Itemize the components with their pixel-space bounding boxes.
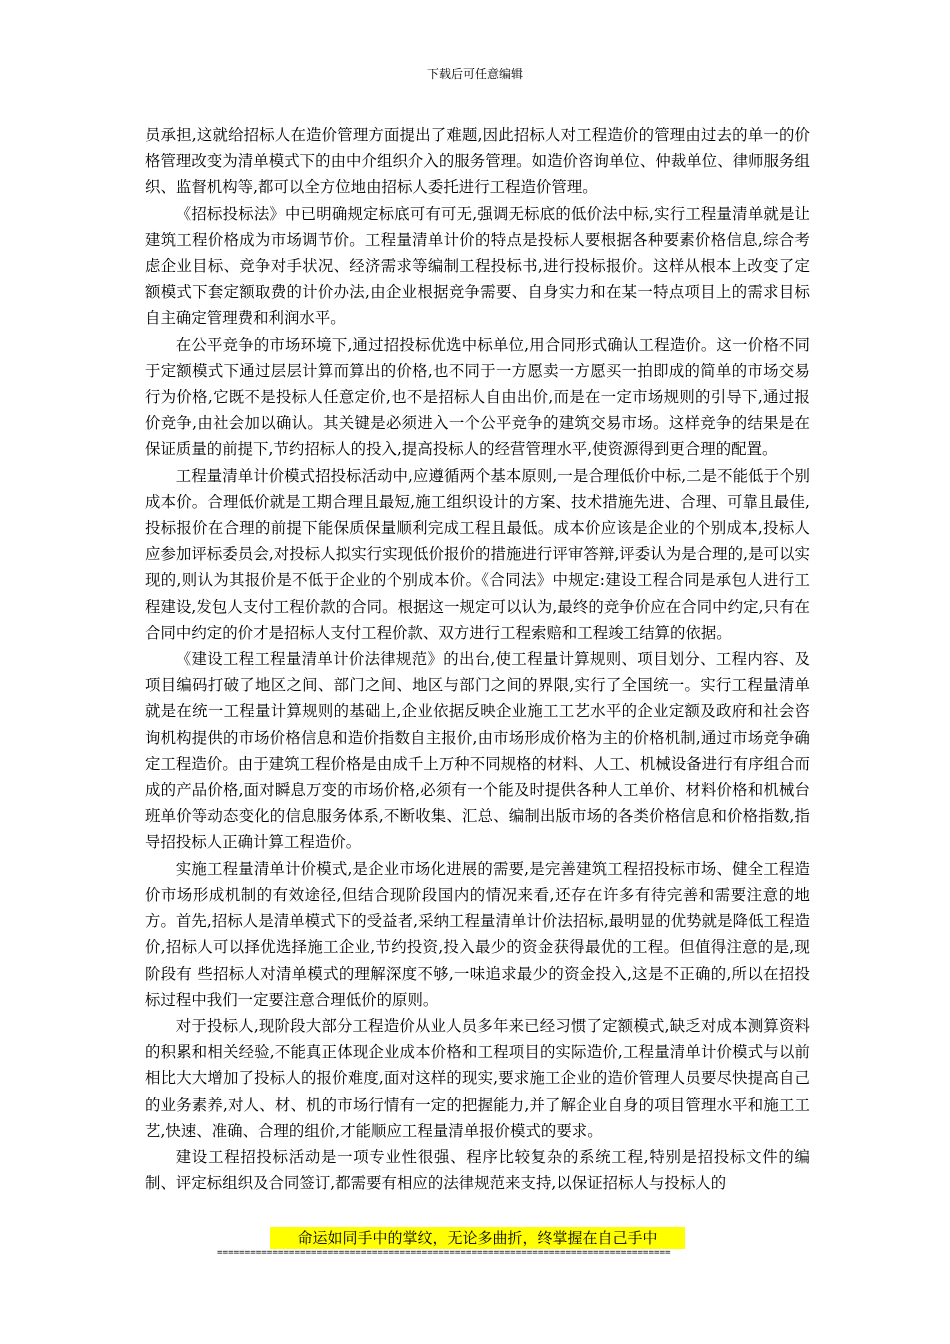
document-body — [145, 122, 810, 1196]
paragraph-7: 对于投标人,现阶段大部分工程造价从业人员多年来已经习惯了定额模式,缺乏对成本测算资料的积累和相关经验,不能真正体现企业成本价格和工程项目的实际造价,工程量清单计价模式与以前相比大大增加了投标人的报价难度,面对这样的现实,要求施工企业的造价管理人员要尽快提高自己的业务素养,对人、材、机的市场行情有一定的把握能力,并了解企业自身的项目管理水平和施工工艺,快速、准确、合理的组价,才能顺应工程量清单报价模式的要求。 — [145, 1016, 810, 1140]
paragraph-5: 《建设工程工程量清单计价法律规范》的出台,使工程量计算规则、项目划分、工程内容、及项目编码打破了地区之间、部门之间、地区与部门之间的界限,实行了全国统一。实行工程量清单就是在统一工程量计算规则的基础上,企业依据反映企业施工工艺水平的企业定额及政府和社会咨询机构提供的市场价格信息和造价指数自主报价,由市场形成价格为主的价格机制,通过市场竞争确定工程造价。由于建筑工程价格是由成千上万种不同规格的材料、人工、机械设备进行有序组合而成的产品价格,面对瞬息万变的市场价格,必须有一个能及时提供各种人工单价、材料价格和机械台班单价等动态变化的信息服务体系,不断收集、汇总、编制出版市场的各类价格信息和价格指数,指导招投标人正确计算工程造价。 — [145, 650, 810, 852]
paragraph-4: 工程量清单计价模式招投标活动中,应遵循两个基本原则,一是合理低价中标,二是不能低于个别成本价。合理低价就是工期合理且最短,施工组织设计的方案、技术措施先进、合理、可靠且最佳,投标报价在合理的前提下能保质保量顺利完成工程且最低。成本价应该是企业的个别成本,投标人应参加评标委员会,对投标人拟实行实现低价报价的措施进行评审答辩,评委认为是合理的,是可以实现的,则认为其报价是不低于企业的个别成本价。《合同法》中规定:建设工程合同是承包人进行工程建设,发包人支付工程价款的合同。根据这一规定可以认为,最终的竞争价应在合同中约定,只有在合同中约定的价才是招标人支付工程价款、双方进行工程索赔和工程竣工结算的依据。 — [145, 466, 810, 642]
paragraph-8: 建设工程招投标活动是一项专业性很强、程序比较复杂的系统工程,特别是招投标文件的编制、评定标组织及合同签订,都需要有相应的法律规范来支持,以保证招标人与投标人的 — [145, 1147, 810, 1193]
paragraph-2: 《招标投标法》中已明确规定标底可有可无,强调无标底的低价法中标,实行工程量清单就是让建筑工程价格成为市场调节价。工程量清单计价的特点是投标人要根据各种要素价格信息,综合考虑企业目标、竞争对手状况、经济需求等编制工程投标书,进行投标报价。这样从根本上改变了定额模式下套定额取费的计价办法,由企业根据竞争需要、自身实力和在某一特点项目上的需求目标自主确定管理费和利润水平。 — [145, 204, 810, 328]
page-header: 下载后可任意编辑 — [426, 67, 523, 81]
paragraph-1: 员承担,这就给招标人在造价管理方面提出了难题,因此招标人对工程造价的管理由过去的单一的价格管理改变为清单模式下的由中介组织介入的服务管理。如造价咨询单位、仲裁单位、律师服务组织、监督机构等,都可以全方位地由招标人委托进行工程造价管理。 — [145, 126, 810, 197]
footer-motto-banner: 命运如同手中的掌纹，无论多曲折，终掌握在自己手中 — [270, 1227, 685, 1249]
paragraph-6: 实施工程量清单计价模式,是企业市场化进展的需要,是完善建筑工程招投标市场、健全工程造价市场形成机制的有效途径,但结合现阶段国内的情况来看,还存在许多有待完善和需要注意的地方。首先,招标人是清单模式下的受益者,采纳工程量清单计价法招标,最明显的优势就是降低工程造价,招标人可以择优选择施工企业,节约投资,投入最少的资金获得最优的工程。但值得注意的是,现阶段有 些招标人对清单模式的理解深度不够,一味追求最少的资金投入,这是不正确的,所以在招投标过程中我们一定要注意合理低价的原则。 — [145, 859, 810, 1009]
paragraph-3: 在公平竞争的市场环境下,通过招投标优选中标单位,用合同形式确认工程造价。这一价格不同于定额模式下通过层层计算而算出的价格,也不同于一方愿卖一方愿买一拍即成的简单的市场交易行为价格,它既不是投标人任意定价,也不是招标人自由出价,而是在一定市场规则的引导下,通过报价竞争,由社会加以确认。其关键是必须进入一个公平竞争的建筑交易市场。这样竞争的结果是在保证质量的前提下,节约招标人的投入,提高投标人的经营管理水平,使资源得到更合理的配置。 — [145, 335, 810, 459]
footer-divider-rule: ================================================================================== — [217, 1247, 671, 1258]
